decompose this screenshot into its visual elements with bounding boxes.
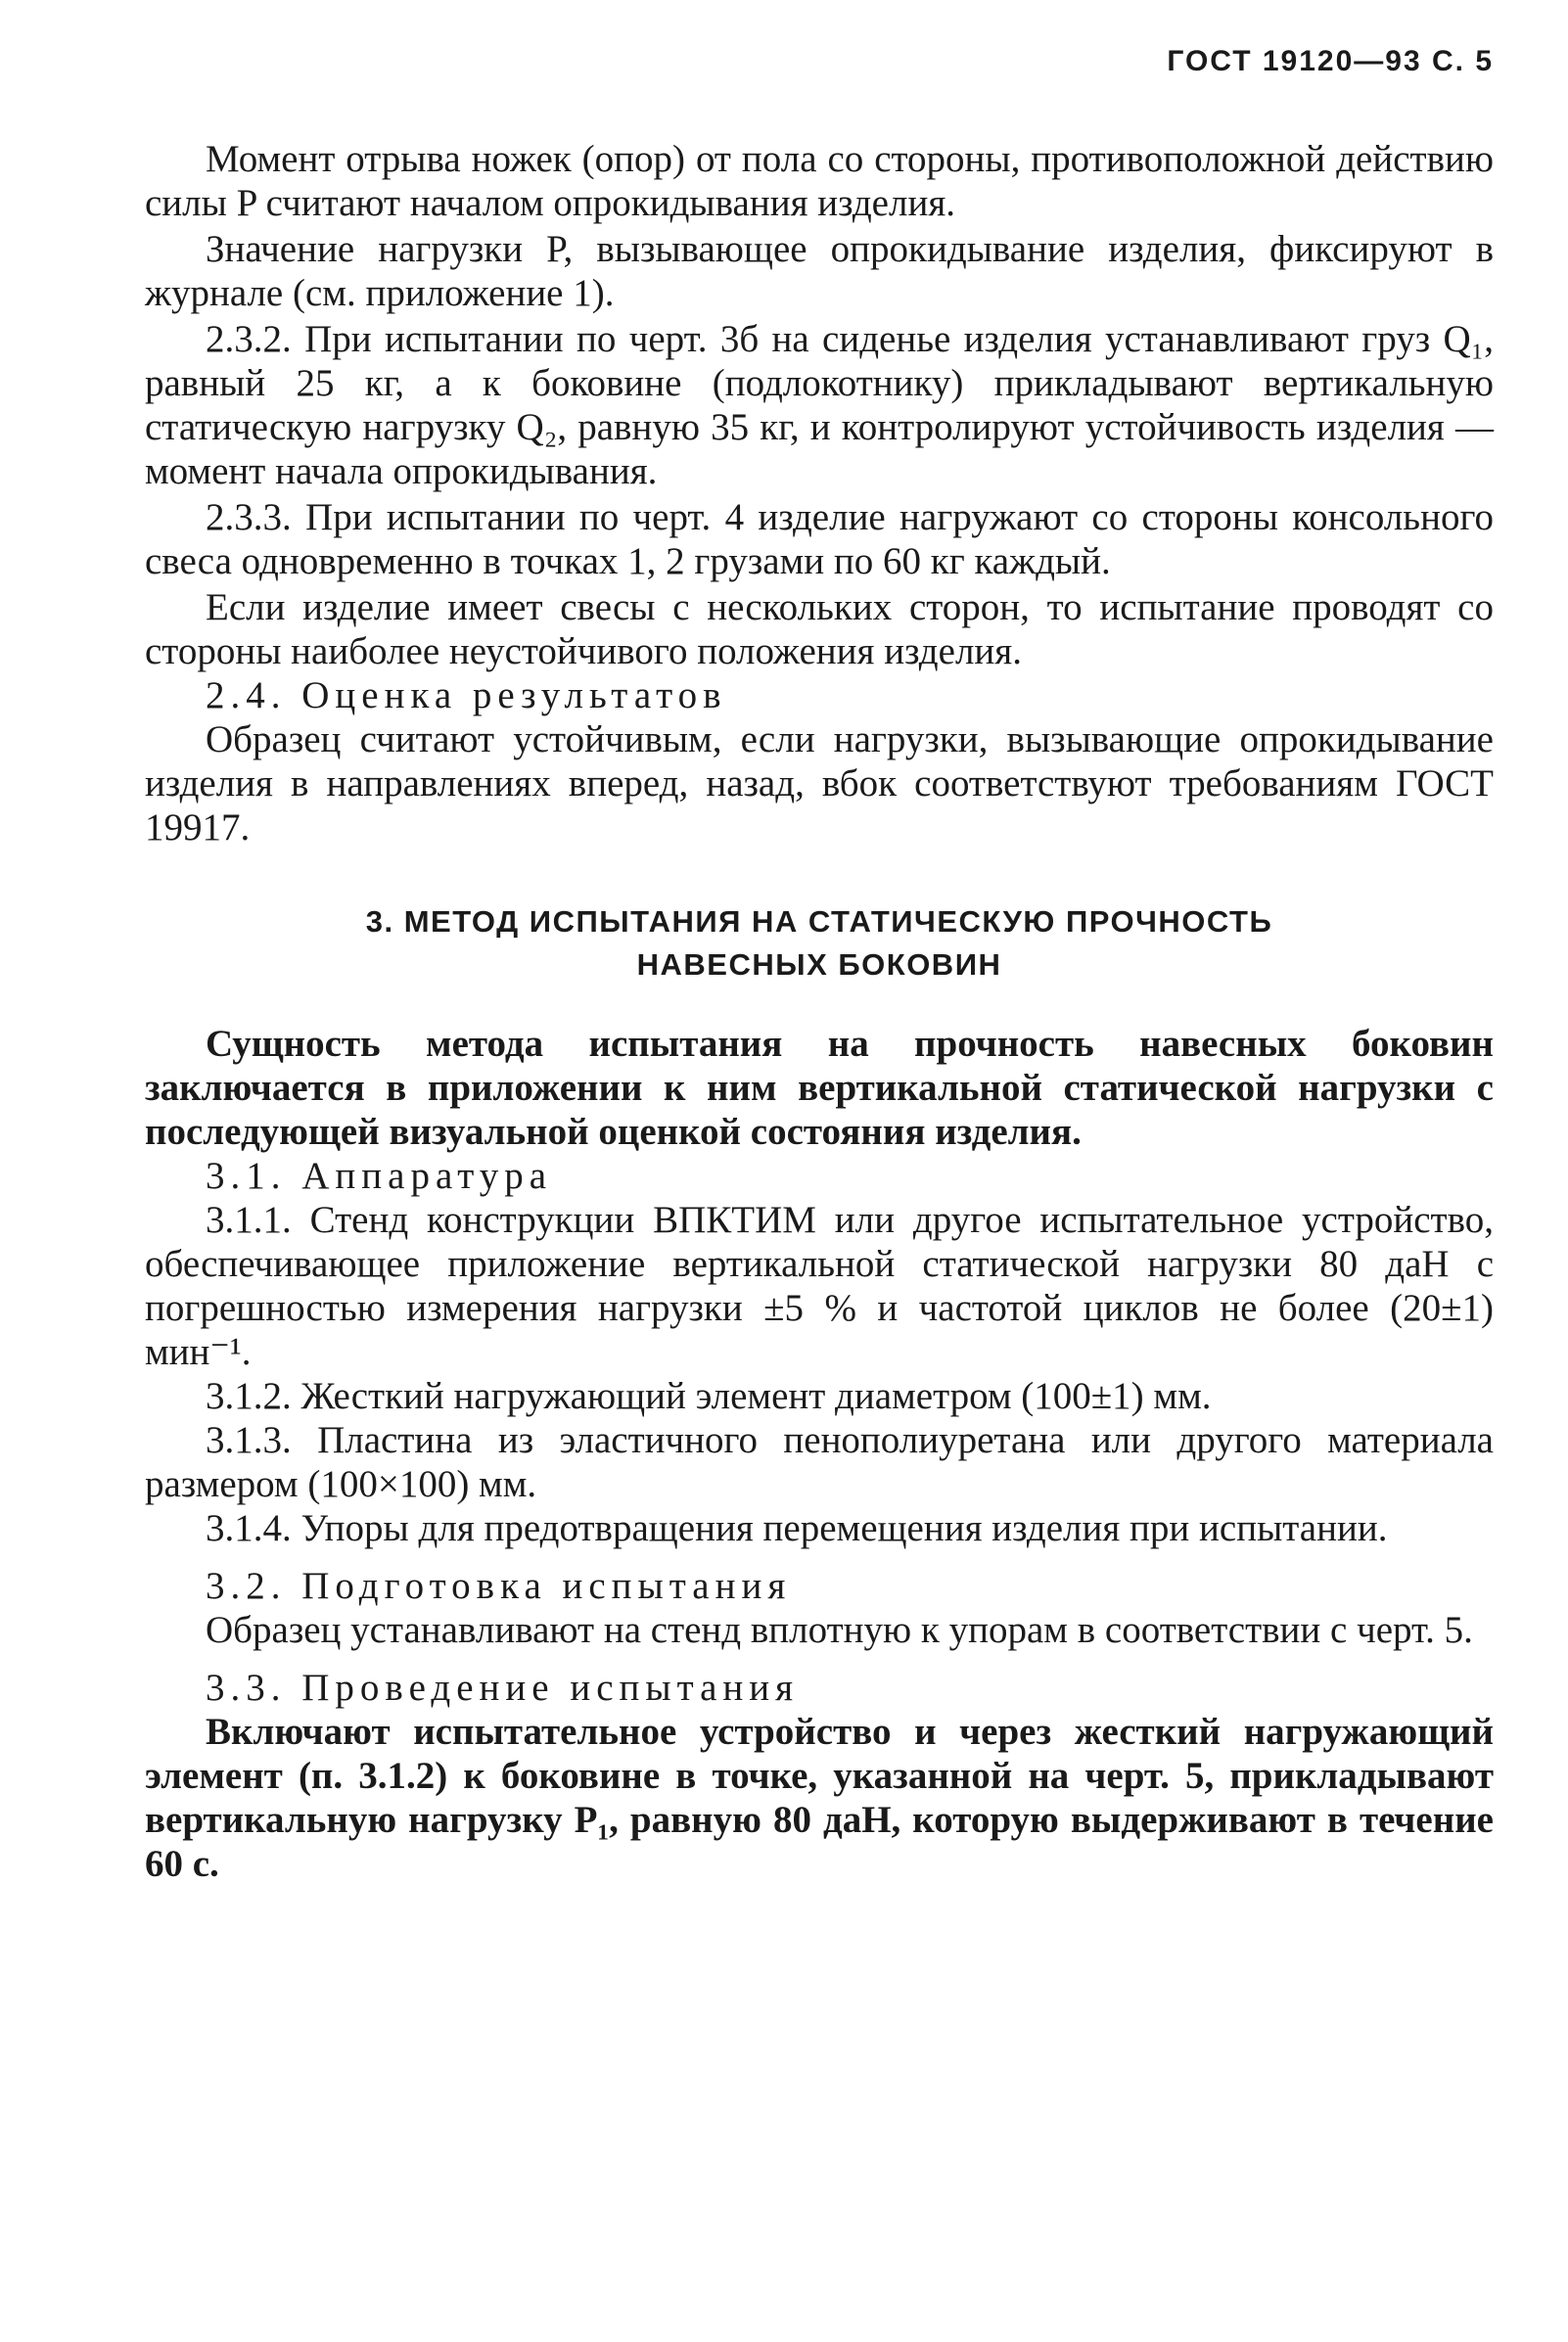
paragraph-preparation: Образец устанавливают на стенд вплотную к упорам в соответствии с черт. 5. <box>206 1609 1473 1651</box>
section-3-title-line-1: 3. МЕТОД ИСПЫТАНИЯ НА СТАТИЧЕСКУЮ ПРОЧНОСТЬ <box>365 904 1273 939</box>
clause-3-1-2: 3.1.2. Жесткий нагружающий элемент диаметром (100±1) мм. <box>206 1375 1212 1417</box>
running-header: ГОСТ 19120—93 С. 5 <box>1167 45 1494 77</box>
paragraph-overhangs: Если изделие имеет свесы с нескольких сторон, то испытание проводят со стороны наиболее неустойчивого положения изделия. <box>145 586 1494 672</box>
paragraph-evaluation: Образец считают устойчивым, если нагрузки, вызывающие опрокидывание изделия в направлениях вперед, назад, вбок соответствуют требованиям ГОСТ 19917. <box>145 718 1494 849</box>
subheading-2-4: 2.4. Оценка результатов <box>206 674 727 716</box>
paragraph-tipping-value: Значение нагрузки P, вызывающее опрокидывание изделия, фиксируют в журнале (см. приложение 1). <box>145 228 1494 314</box>
subheading-3-1: 3.1. Аппаратура <box>206 1155 553 1197</box>
body-text <box>145 137 1494 1886</box>
subheading-3-2: 3.2. Подготовка испытания <box>206 1565 792 1607</box>
section-3-title <box>145 900 1494 987</box>
clause-3-1-1: 3.1.1. Стенд конструкции ВПКТИМ или другое испытательное устройство, обеспечивающее приложение вертикальной статической нагрузки 80 даН с погрешностью измерения нагрузки ±5 % и частотой циклов не более (20±1) мин⁻¹. <box>145 1199 1494 1373</box>
paragraph-method-essence: Сущность метода испытания на прочность навесных боковин заключается в приложении к ним вертикальной статической нагрузки с последующей визуальной оценкой состояния изделия. <box>145 1023 1494 1153</box>
paragraph-procedure: Включают испытательное устройство и через жесткий нагружающий элемент (п. 3.1.2) к боковине в точке, указанной на черт. 5, прикладывают вертикальную нагрузку P₁, равную 80 даН, которую выдерживают в течение 60 с. <box>145 1711 1494 1885</box>
clause-2-3-2: 2.3.2. При испытании по черт. 3б на сиденье изделия устанавливают груз Q₁, равный 25 кг, а к боковине (подлокотнику) прикладывают вертикальную статическую нагрузку Q₂, равную 35 кг, и контролируют устойчивость изделия — момент начала опрокидывания. <box>145 318 1494 492</box>
section-3-title-line-2: НАВЕСНЫХ БОКОВИН <box>636 947 1002 982</box>
paragraph-tipping-start: Момент отрыва ножек (опор) от пола со стороны, противоположной действию силы P считают началом опрокидывания изделия. <box>145 138 1494 224</box>
clause-3-1-3: 3.1.3. Пластина из эластичного пенополиуретана или другого материала размером (100×100) мм. <box>145 1419 1494 1505</box>
subheading-3-3: 3.3. Проведение испытания <box>206 1667 800 1709</box>
clause-3-1-4: 3.1.4. Упоры для предотвращения перемещения изделия при испытании. <box>206 1507 1388 1549</box>
clause-2-3-3: 2.3.3. При испытании по черт. 4 изделие нагружают со стороны консольного свеса одновременно в точках 1, 2 грузами по 60 кг каждый. <box>145 496 1494 582</box>
